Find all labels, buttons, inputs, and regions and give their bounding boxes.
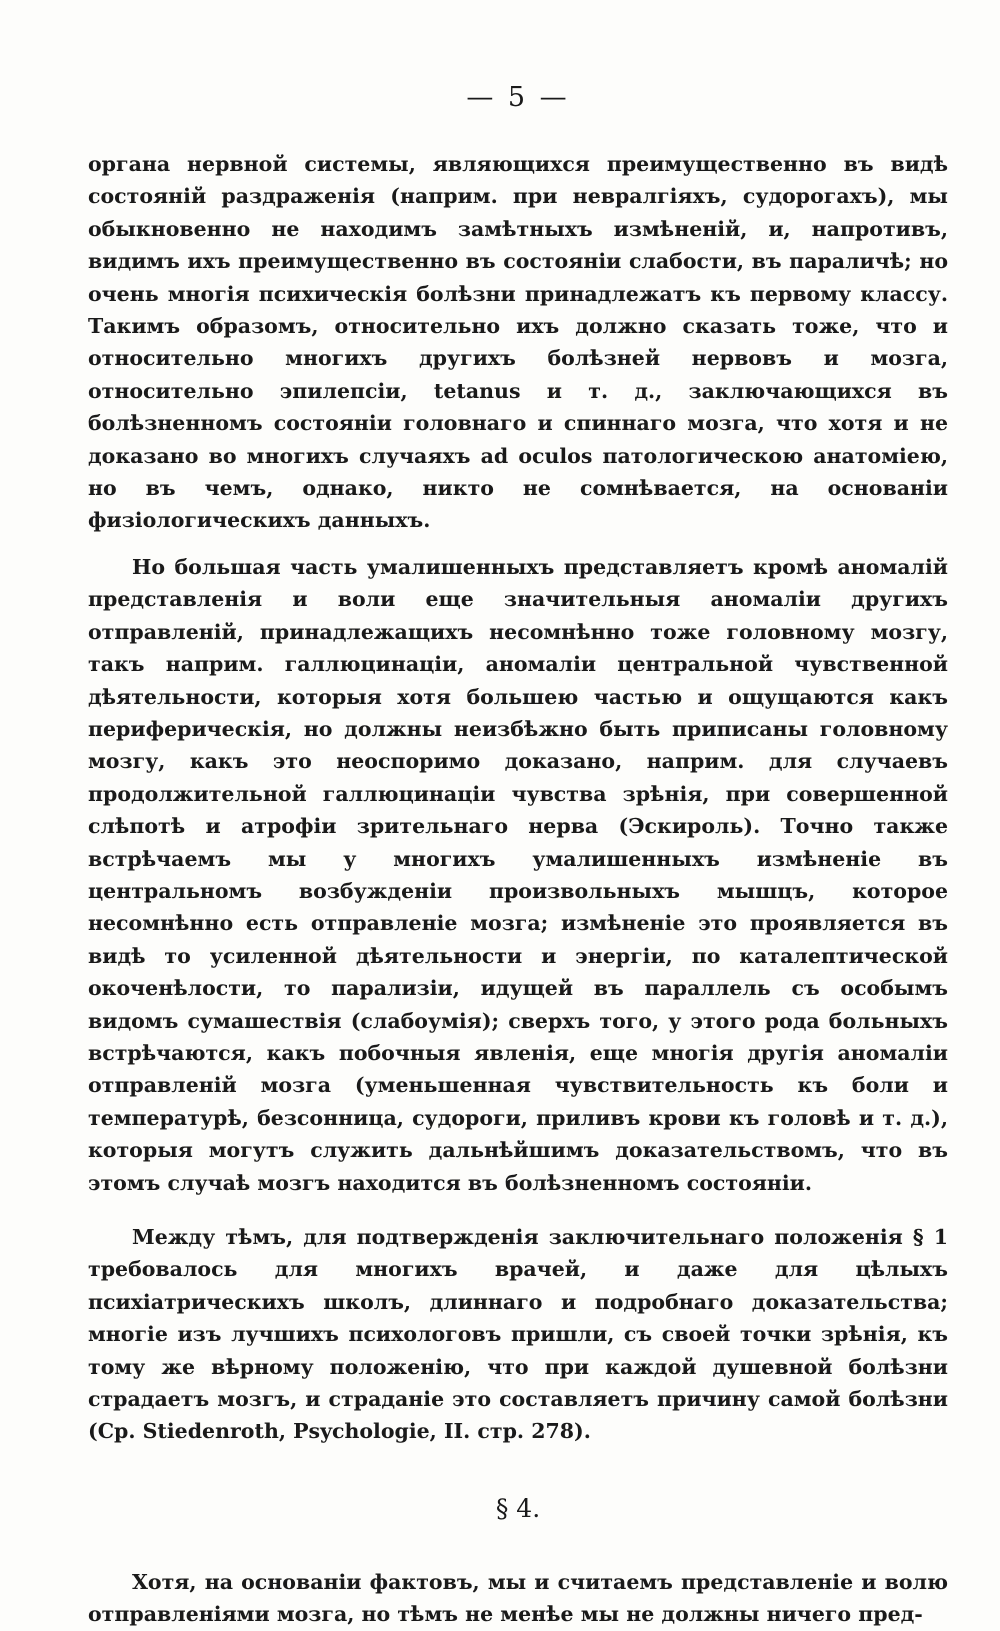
- paragraph-hallucinations: Но большая часть умалишенныхъ представляетъ кромѣ аномалій представленія и воли еще значительныя аномаліи другихъ отправленій, принадлежащихъ несомнѣнно тоже головному мозгу, такъ наприм. галлюцинаціи, аномаліи центральной чувственной дѣятельности, которыя хотя большею частью и ощущаются какъ периферическія, но должны неизбѣжно быть приписаны головному мозгу, какъ это неоспоримо доказано, наприм. для случаевъ продолжительной галлюцинаціи чувства зрѣнія, при совершенной слѣпотѣ и атрофіи зрительнаго нерва (Эскироль). Точно также встрѣчаемъ мы у многихъ умалишенныхъ измѣненіе въ центральномъ возбужденіи произвольныхъ мышцъ, которое несомнѣнно есть отправленіе мозга; измѣненіе это проявляется въ видѣ то усиленной дѣятельности и энергіи, по каталептической окоченѣлости, то парализіи, идущей въ параллель съ особымъ видомъ сумашествія (слабоумія); сверхъ того, у этого рода больныхъ встрѣчаются, какъ побочныя явленія, еще многія другія аномаліи отправленій мозга (уменьшенная чувствительность къ боли и температурѣ, безсонница, судороги, приливъ крови къ головѣ и т. д.), которыя могутъ служить дальнѣйшимъ доказательствомъ, что въ этомъ случаѣ мозгъ находится въ болѣзненномъ состояніи.: [88, 554, 948, 1195]
- page-number: — 5 —: [466, 82, 570, 113]
- paragraph-section-4: Хотя, на основаніи фактовъ, мы и считаемъ представленіе и волю отправленіями мозга, но тѣмъ не менѣе мы не должны ничего пред-: [88, 1569, 948, 1627]
- section-heading: § 4.: [495, 1493, 541, 1523]
- paragraph-brain-disease: Между тѣмъ, для подтвержденія заключительнаго положенія § 1 требовалось для многихъ врачей, и даже для цѣлыхъ психіатрическихъ школъ, длиннаго и подробнаго доказательства; многіе изъ лучшихъ психологовъ пришли, съ своей точки зрѣнія, къ тому же вѣрному положенію, что при каждой душевной болѣзни страдаетъ мозгъ, и страданіе это составляетъ причину самой болѣзни (Cp. Stiedenroth, Psychologie, II. стр. 278).: [88, 1225, 948, 1444]
- paragraph-continuation: органа нервной системы, являющихся преимущественно въ видѣ состояній раздраженія (наприм. при невралгіяхъ, судорогахъ), мы обыкновенно не находимъ замѣтныхъ измѣненій, и, напротивъ, видимъ ихъ преимущественно въ состояніи слабости, въ параличѣ; но очень многія психическія болѣзни принадлежатъ къ первому классу. Такимъ образомъ, относительно ихъ должно сказать тоже, что и относительно многихъ другихъ болѣзней нервовъ и мозга, относительно эпилепсіи, tetanus и т. д., заключающихся въ болѣзненномъ состояніи головнаго и спиннаго мозга, что хотя и не доказано во многихъ случаяхъ ad oculos патологическою анатоміею, но въ чемъ, однако, никто не сомнѣвается, на основаніи физіологическихъ данныхъ.: [88, 152, 948, 533]
- book-page: [88, 82, 948, 1631]
